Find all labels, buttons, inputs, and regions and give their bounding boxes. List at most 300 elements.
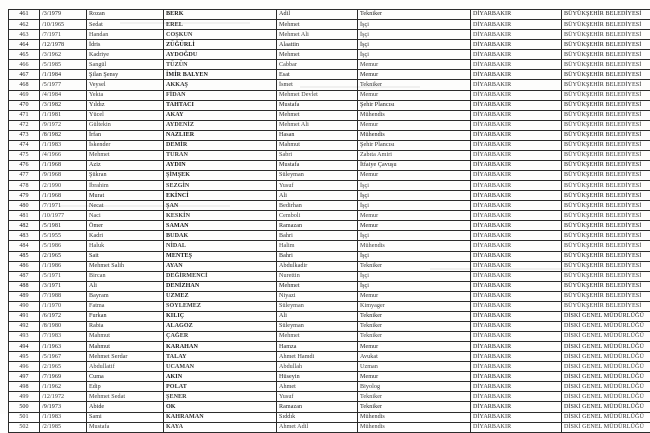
cell-row-number: 466 [9,60,40,70]
cell-institution: BÜYÜKŞEHİR BELEDİYESİ [562,100,650,110]
table-row [9,70,650,80]
cell-occupation: İşçi [358,251,471,261]
cell-occupation: Memur [358,171,471,181]
table-row [9,150,650,160]
table-row [9,271,650,281]
cell-birth-date: /7/1969 [40,372,87,382]
cell-birth-date: /10/1977 [40,211,87,221]
cell-institution: BÜYÜKŞEHİR BELEDİYESİ [562,70,650,80]
table-row [9,352,650,362]
cell-occupation: İşçi [358,231,471,241]
cell-occupation: İşçi [358,20,471,30]
cell-first-name: Sangül [87,60,164,70]
cell-birth-date: /10/1965 [40,20,87,30]
cell-province: DİYARBAKIR [471,80,562,90]
table-row [9,281,650,291]
table-row [9,342,650,352]
cell-father-name: Ali [277,311,358,321]
cell-birth-date: /1/1968 [40,191,87,201]
table-row [9,50,650,60]
cell-birth-date: /3/1979 [40,10,87,20]
cell-row-number: 498 [9,382,40,392]
cell-institution: BÜYÜKŞEHİR BELEDİYESİ [562,90,650,100]
cell-surname: KAHRAMAN [164,412,277,422]
cell-father-name: Cabbar [277,60,358,70]
table-row [9,241,650,251]
cell-surname: DENİZHAN [164,281,277,291]
table-row [9,140,650,150]
cell-father-name: Mehmet [277,110,358,120]
cell-occupation: İşçi [358,50,471,60]
cell-row-number: 500 [9,402,40,412]
cell-occupation: Tekniker [358,321,471,331]
cell-row-number: 471 [9,110,40,120]
cell-birth-date: /7/1988 [40,291,87,301]
cell-occupation: İşçi [358,201,471,211]
cell-occupation: Memur [358,342,471,352]
cell-birth-date: /9/1972 [40,120,87,130]
table-row [9,422,650,432]
cell-first-name: Ali [87,281,164,291]
cell-father-name: Cemboli [277,211,358,221]
cell-province: DİYARBAKIR [471,10,562,20]
cell-row-number: 485 [9,251,40,261]
cell-occupation: Tekniker [358,261,471,271]
cell-occupation: Memur [358,372,471,382]
cell-province: DİYARBAKIR [471,130,562,140]
cell-first-name: İdris [87,40,164,50]
cell-father-name: Niyazi [277,291,358,301]
table-row [9,291,650,301]
cell-row-number: 495 [9,352,40,362]
cell-birth-date: /2/1965 [40,362,87,372]
cell-first-name: Şükran [87,171,164,181]
cell-birth-date: /5/1977 [40,80,87,90]
cell-institution: BÜYÜKŞEHİR BELEDİYESİ [562,80,650,90]
cell-surname: ÇAĞER [164,332,277,342]
cell-province: DİYARBAKIR [471,140,562,150]
cell-surname: AKAY [164,110,277,120]
cell-first-name: Handan [87,30,164,40]
cell-row-number: 478 [9,181,40,191]
cell-birth-date: /12/1978 [40,40,87,50]
cell-row-number: 468 [9,80,40,90]
cell-province: DİYARBAKIR [471,402,562,412]
cell-province: DİYARBAKIR [471,372,562,382]
cell-father-name: Ahmet [277,382,358,392]
cell-first-name: Naci [87,211,164,221]
cell-occupation: Mühendis [358,412,471,422]
cell-province: DİYARBAKIR [471,160,562,170]
cell-institution: DİSKİ GENEL MÜDÜRLÜĞÜ [562,362,650,372]
cell-surname: DEMİR [164,140,277,150]
cell-occupation: Mühendis [358,422,471,432]
cell-birth-date: /12/1972 [40,392,87,402]
cell-occupation: İşçi [358,191,471,201]
cell-first-name: Cuma [87,372,164,382]
cell-occupation: Memur [358,60,471,70]
cell-institution: BÜYÜKŞEHİR BELEDİYESİ [562,211,650,221]
cell-birth-date: /1/1968 [40,160,87,170]
cell-birth-date: /6/1972 [40,311,87,321]
cell-row-number: 476 [9,160,40,170]
cell-surname: ŞENER [164,392,277,402]
cell-birth-date: /1/1984 [40,70,87,80]
cell-institution: BÜYÜKŞEHİR BELEDİYESİ [562,10,650,20]
cell-birth-date: /2/1965 [40,251,87,261]
cell-province: DİYARBAKIR [471,342,562,352]
cell-occupation: Biyolog [358,382,471,392]
cell-birth-date: /5/1985 [40,60,87,70]
cell-birth-date: /1/1983 [40,412,87,422]
cell-institution: DİSKİ GENEL MÜDÜRLÜĞÜ [562,311,650,321]
cell-institution: BÜYÜKŞEHİR BELEDİYESİ [562,191,650,201]
cell-province: DİYARBAKIR [471,150,562,160]
cell-father-name: Süleyman [277,171,358,181]
cell-father-name: Bahri [277,251,358,261]
cell-occupation: Memur [358,211,471,221]
cell-birth-date: /5/1955 [40,231,87,241]
cell-institution: BÜYÜKŞEHİR BELEDİYESİ [562,281,650,291]
cell-occupation: Mühendis [358,130,471,140]
cell-father-name: Mustafa [277,160,358,170]
cell-occupation: Mühendis [358,110,471,120]
cell-occupation: Memur [358,70,471,80]
cell-first-name: Rabia [87,321,164,331]
table-row [9,120,650,130]
table-row [9,90,650,100]
cell-first-name: Rozan [87,10,164,20]
cell-father-name: Ahmet Hamdi [277,352,358,362]
cell-institution: BÜYÜKŞEHİR BELEDİYESİ [562,130,650,140]
cell-first-name: Fatma [87,301,164,311]
cell-institution: DİSKİ GENEL MÜDÜRLÜĞÜ [562,332,650,342]
cell-province: DİYARBAKIR [471,181,562,191]
cell-occupation: Tekniker [358,10,471,20]
cell-father-name: Alaattin [277,40,358,50]
cell-father-name: Mehmet [277,281,358,291]
cell-occupation: İşçi [358,281,471,291]
cell-province: DİYARBAKIR [471,221,562,231]
cell-first-name: Mehmet Sedat [87,392,164,402]
cell-institution: DİSKİ GENEL MÜDÜRLÜĞÜ [562,372,650,382]
cell-province: DİYARBAKIR [471,60,562,70]
cell-birth-date: /4/1966 [40,150,87,160]
cell-birth-date: /9/1968 [40,171,87,181]
cell-surname: ZÜĞÜRLİ [164,40,277,50]
cell-surname: TAHTACI [164,100,277,110]
cell-institution: DİSKİ GENEL MÜDÜRLÜĞÜ [562,382,650,392]
cell-surname: AYDENİZ [164,120,277,130]
cell-province: DİYARBAKIR [471,271,562,281]
cell-institution: DİSKİ GENEL MÜDÜRLÜĞÜ [562,342,650,352]
cell-father-name: Yusuf [277,181,358,191]
cell-occupation: Tekniker [358,80,471,90]
cell-surname: İMİR BALYEN [164,70,277,80]
cell-province: DİYARBAKIR [471,422,562,432]
cell-row-number: 484 [9,241,40,251]
cell-surname: KARAHAN [164,342,277,352]
cell-occupation: Memur [358,90,471,100]
cell-row-number: 492 [9,321,40,331]
cell-first-name: Sait [87,251,164,261]
cell-row-number: 463 [9,30,40,40]
cell-institution: BÜYÜKŞEHİR BELEDİYESİ [562,120,650,130]
table-row [9,382,650,392]
table-row [9,110,650,120]
cell-father-name: Sıddık [277,412,358,422]
cell-occupation: Tekniker [358,311,471,321]
cell-institution: BÜYÜKŞEHİR BELEDİYESİ [562,150,650,160]
cell-father-name: Halim [277,241,358,251]
cell-row-number: 499 [9,392,40,402]
cell-row-number: 493 [9,332,40,342]
cell-occupation: Tekniker [358,392,471,402]
cell-province: DİYARBAKIR [471,191,562,201]
cell-row-number: 474 [9,140,40,150]
cell-row-number: 479 [9,191,40,201]
cell-father-name: Esat [277,70,358,80]
cell-row-number: 487 [9,271,40,281]
table-row [9,191,650,201]
cell-institution: DİSKİ GENEL MÜDÜRLÜĞÜ [562,422,650,432]
table-row [9,80,650,90]
cell-father-name: Mustafa [277,100,358,110]
cell-first-name: Yekta [87,90,164,100]
cell-occupation: Zabıta Amiri [358,150,471,160]
cell-province: DİYARBAKIR [471,90,562,100]
cell-row-number: 502 [9,422,40,432]
cell-row-number: 464 [9,40,40,50]
cell-institution: DİSKİ GENEL MÜDÜRLÜĞÜ [562,392,650,402]
cell-first-name: Şilan Şensy [87,70,164,80]
cell-institution: BÜYÜKŞEHİR BELEDİYESİ [562,231,650,241]
cell-first-name: Abide [87,402,164,412]
cell-institution: BÜYÜKŞEHİR BELEDİYESİ [562,60,650,70]
cell-surname: TÜZÜN [164,60,277,70]
cell-father-name: Süleyman [277,301,358,311]
cell-birth-date: /1/1983 [40,140,87,150]
cell-father-name: Mehmet Ali [277,120,358,130]
cell-occupation: Avukat [358,352,471,362]
cell-province: DİYARBAKIR [471,50,562,60]
cell-first-name: Yücel [87,110,164,120]
table-row [9,301,650,311]
cell-row-number: 481 [9,211,40,221]
cell-province: DİYARBAKIR [471,291,562,301]
cell-birth-date: /9/1973 [40,402,87,412]
cell-first-name: Mehmet Salih [87,261,164,271]
cell-province: DİYARBAKIR [471,100,562,110]
cell-surname: AYDIN [164,160,277,170]
cell-first-name: Furkan [87,311,164,321]
cell-province: DİYARBAKIR [471,281,562,291]
cell-institution: BÜYÜKŞEHİR BELEDİYESİ [562,20,650,30]
cell-father-name: Mahmut [277,140,358,150]
cell-birth-date: /3/1982 [40,100,87,110]
cell-row-number: 465 [9,50,40,60]
cell-institution: BÜYÜKŞEHİR BELEDİYESİ [562,140,650,150]
cell-surname: AYDOĞDU [164,50,277,60]
cell-first-name: Mehmet [87,150,164,160]
cell-father-name: Mehmet Ali [277,30,358,40]
cell-birth-date: /1/1962 [40,382,87,392]
cell-birth-date: /3/1962 [40,50,87,60]
cell-institution: BÜYÜKŞEHİR BELEDİYESİ [562,241,650,251]
cell-row-number: 501 [9,412,40,422]
roster-table-container [8,9,642,433]
cell-row-number: 470 [9,100,40,110]
table-row [9,30,650,40]
cell-province: DİYARBAKIR [471,362,562,372]
cell-surname: UCAMAN [164,362,277,372]
cell-surname: ALAGÖZ [164,321,277,331]
cell-province: DİYARBAKIR [471,70,562,80]
cell-surname: BUDAK [164,231,277,241]
cell-occupation: Memur [358,120,471,130]
cell-occupation: Memur [358,291,471,301]
table-row [9,231,650,241]
cell-first-name: Murat [87,191,164,201]
table-row [9,392,650,402]
table-row [9,60,650,70]
cell-occupation: İşçi [358,30,471,40]
cell-province: DİYARBAKIR [471,171,562,181]
cell-surname: OK [164,402,277,412]
cell-birth-date: /5/1971 [40,271,87,281]
cell-occupation: Şehir Plancısı [358,100,471,110]
cell-birth-date: /1/1970 [40,301,87,311]
cell-province: DİYARBAKIR [471,311,562,321]
cell-surname: KAYA [164,422,277,432]
cell-row-number: 469 [9,90,40,100]
cell-province: DİYARBAKIR [471,301,562,311]
cell-father-name: Bedirhan [277,201,358,211]
cell-occupation: Şehir Plancısı [358,140,471,150]
table-row [9,40,650,50]
table-row [9,211,650,221]
cell-row-number: 462 [9,20,40,30]
cell-row-number: 486 [9,261,40,271]
cell-province: DİYARBAKIR [471,332,562,342]
cell-surname: SAMAN [164,221,277,231]
cell-surname: MENTEŞ [164,251,277,261]
cell-province: DİYARBAKIR [471,241,562,251]
cell-father-name: Sabri [277,150,358,160]
cell-institution: DİSKİ GENEL MÜDÜRLÜĞÜ [562,321,650,331]
cell-row-number: 490 [9,301,40,311]
cell-first-name: Edip [87,382,164,392]
personnel-roster-table [8,9,650,433]
cell-birth-date: /2/1990 [40,181,87,191]
cell-birth-date: /5/1981 [40,221,87,231]
cell-first-name: Yıldız [87,100,164,110]
cell-birth-date: /5/1986 [40,241,87,251]
cell-occupation: Tekniker [358,402,471,412]
cell-row-number: 483 [9,231,40,241]
cell-institution: BÜYÜKŞEHİR BELEDİYESİ [562,261,650,271]
table-row [9,251,650,261]
cell-father-name: Adil [277,10,358,20]
table-row [9,130,650,140]
cell-first-name: Abdullatif [87,362,164,372]
cell-first-name: Haluk [87,241,164,251]
cell-first-name: Bayram [87,291,164,301]
cell-occupation: Mühendis [358,241,471,251]
cell-row-number: 461 [9,10,40,20]
cell-first-name: Bircan [87,271,164,281]
cell-father-name: Ali [277,191,358,201]
cell-father-name: Mehmet [277,332,358,342]
table-row [9,332,650,342]
cell-row-number: 480 [9,201,40,211]
cell-first-name: Aziz [87,160,164,170]
cell-institution: BÜYÜKŞEHİR BELEDİYESİ [562,171,650,181]
cell-father-name: İsmet [277,80,358,90]
cell-father-name: Yusuf [277,392,358,402]
cell-province: DİYARBAKIR [471,40,562,50]
cell-province: DİYARBAKIR [471,352,562,362]
cell-province: DİYARBAKIR [471,231,562,241]
cell-first-name: Sami [87,412,164,422]
cell-surname: AKIN [164,372,277,382]
cell-province: DİYARBAKIR [471,251,562,261]
table-row [9,201,650,211]
cell-row-number: 491 [9,311,40,321]
cell-occupation: İşçi [358,40,471,50]
cell-surname: EREL [164,20,277,30]
table-row [9,402,650,412]
cell-surname: ŞİMŞEK [164,171,277,181]
cell-father-name: Mehmet [277,20,358,30]
table-row [9,221,650,231]
cell-occupation: İşçi [358,181,471,191]
cell-first-name: Kadriye [87,50,164,60]
table-row [9,10,650,20]
cell-province: DİYARBAKIR [471,120,562,130]
cell-surname: BERK [164,10,277,20]
cell-father-name: Hüseyin [277,372,358,382]
cell-birth-date: /7/1983 [40,332,87,342]
cell-institution: BÜYÜKŞEHİR BELEDİYESİ [562,251,650,261]
cell-birth-date: /1/1981 [40,110,87,120]
cell-surname: NİDAL [164,241,277,251]
cell-first-name: Sedat [87,20,164,30]
cell-province: DİYARBAKIR [471,20,562,30]
cell-father-name: Bahri [277,231,358,241]
cell-occupation: Memur [358,221,471,231]
cell-province: DİYARBAKIR [471,382,562,392]
cell-first-name: Veysel [87,80,164,90]
table-row [9,311,650,321]
cell-birth-date: /1/1986 [40,261,87,271]
cell-father-name: Ramazan [277,402,358,412]
cell-occupation: İşçi [358,271,471,281]
cell-first-name: Mahmut [87,342,164,352]
cell-province: DİYARBAKIR [471,392,562,402]
cell-institution: DİSKİ GENEL MÜDÜRLÜĞÜ [562,402,650,412]
cell-birth-date: /3/1971 [40,281,87,291]
cell-father-name: Abdulkadir [277,261,358,271]
table-row [9,362,650,372]
cell-first-name: Mustafa [87,422,164,432]
cell-first-name: Ömer [87,221,164,231]
cell-first-name: Gültekin [87,120,164,130]
cell-row-number: 489 [9,291,40,301]
cell-father-name: Ahmet Adil [277,422,358,432]
cell-father-name: Nurettin [277,271,358,281]
table-row [9,181,650,191]
